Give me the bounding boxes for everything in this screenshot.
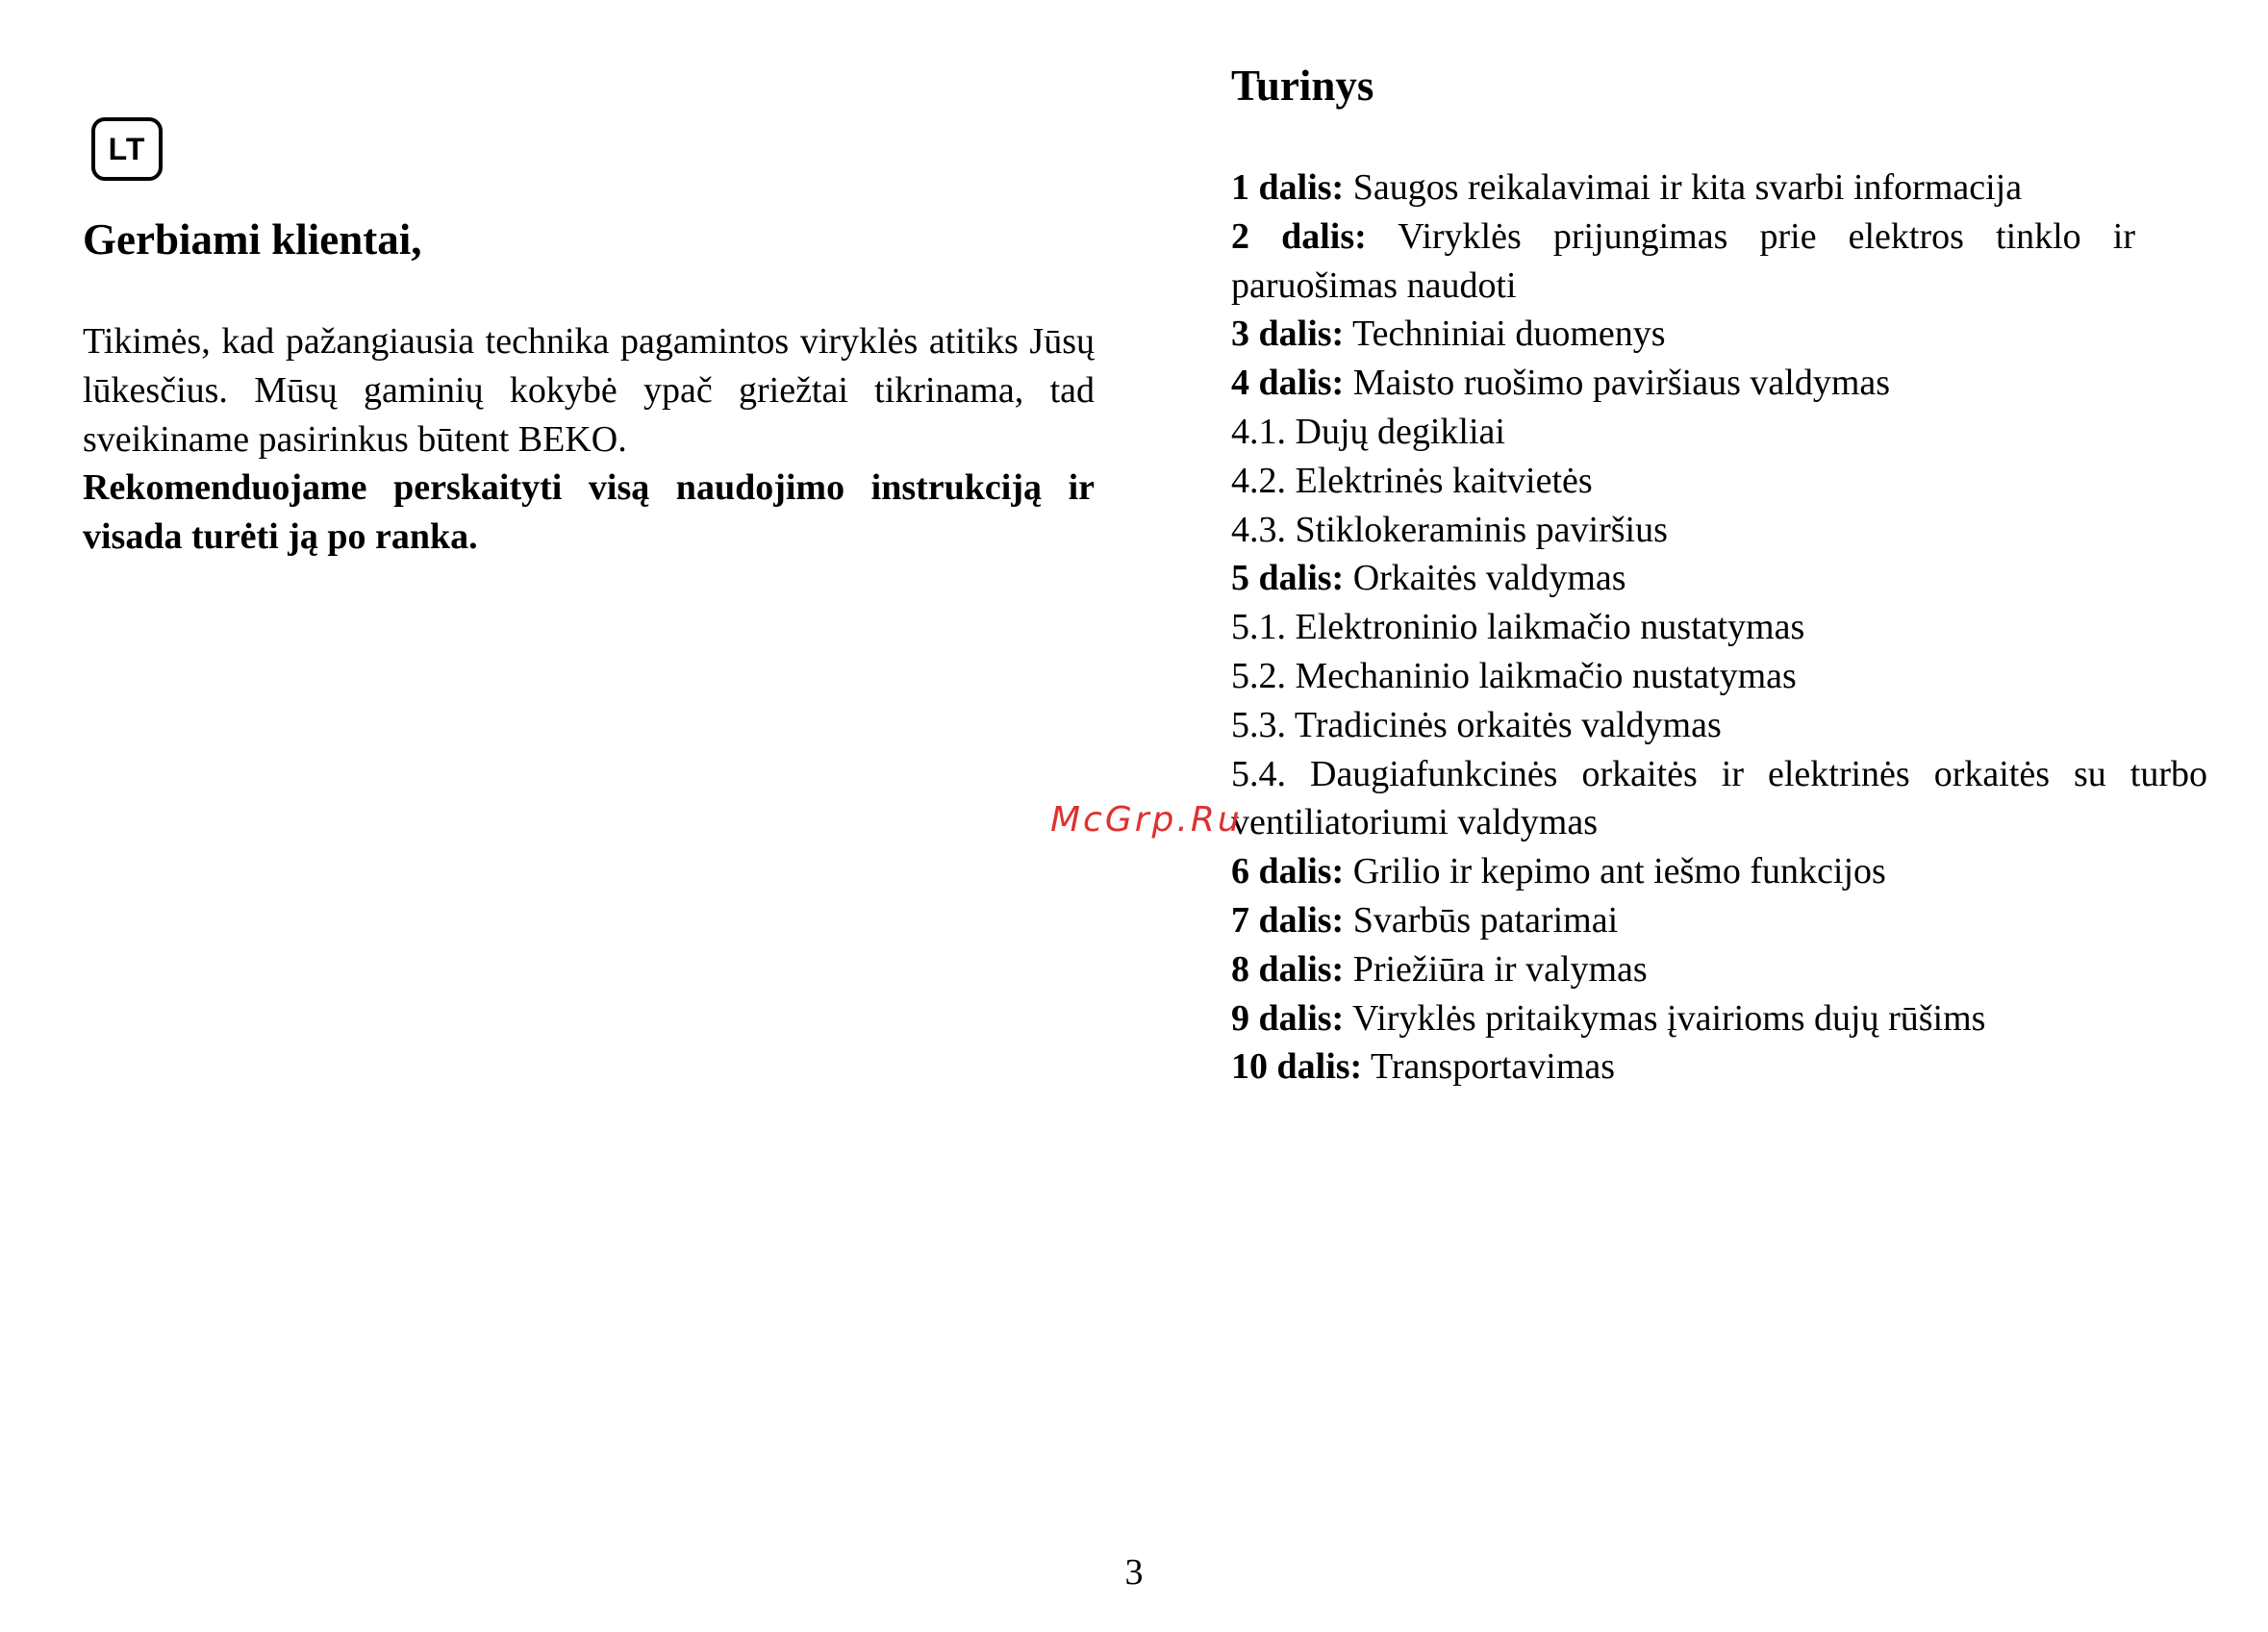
toc-item-text: 5.1. Elektroninio laikmačio nustatymas — [1231, 607, 1805, 648]
greeting-heading: Gerbiami klientai, — [83, 215, 422, 264]
toc-title: Turinys — [1231, 62, 1374, 110]
toc-item — [1231, 213, 2135, 311]
table-of-contents — [1231, 163, 2207, 1092]
language-badge — [91, 117, 163, 181]
toc-item-text: 5.3. Tradicinės orkaitės valdymas — [1231, 704, 1722, 745]
toc-subitem — [1231, 701, 2207, 750]
toc-item-label: 10 dalis: — [1231, 1046, 1363, 1088]
toc-item-text: Grilio ir kepimo ant iešmo funkcijos — [1344, 851, 1886, 892]
toc-subitem — [1231, 750, 2207, 848]
recommendation-paragraph: Rekomenduojame perskaityti visą naudojimo instrukciją ir visada turėti ją po ranka. — [83, 467, 1095, 557]
toc-item-label: 2 dalis: — [1231, 215, 1367, 257]
toc-subitem — [1231, 506, 2207, 555]
toc-item — [1231, 994, 2135, 1043]
toc-subitem — [1231, 408, 2207, 457]
toc-item — [1231, 1042, 2207, 1092]
toc-item-text: Techniniai duomenys — [1352, 314, 1666, 355]
site-watermark: McGrp.Ru — [1050, 800, 1243, 840]
toc-item — [1231, 163, 2135, 213]
toc-item-text: 5.2. Mechaninio laikmačio nustatymas — [1231, 655, 1797, 696]
toc-subitem — [1231, 652, 2207, 701]
toc-item-text: 4.3. Stiklokeraminis paviršius — [1231, 509, 1668, 550]
toc-item-label: 4 dalis: — [1231, 363, 1345, 404]
toc-item-label: 1 dalis: — [1231, 167, 1345, 208]
page-number: 3 — [1124, 1552, 1144, 1593]
toc-item-label: 6 dalis: — [1231, 851, 1345, 892]
toc-item-text: 5.4. Daugiafunkcinės orkaitės ir elektrinės orkaitės su turbo ventiliatoriumi valdymas — [1231, 753, 2207, 843]
toc-item — [1231, 554, 2207, 603]
toc-item-label: 8 dalis: — [1231, 948, 1345, 990]
toc-item-text: Transportavimas — [1371, 1046, 1616, 1088]
toc-item — [1231, 359, 2207, 408]
toc-item-text: Maisto ruošimo paviršiaus valdymas — [1352, 363, 1891, 404]
intro-paragraph: Tikimės, kad pažangiausia technika pagamintos viryklės atitiks Jūsų lūkesčius. Mūsų gaminių kokybė ypač griežtai tikrinama, tad sveikiname pasirinkus būtent BEKO. — [83, 321, 1095, 460]
toc-item-text: 4.1. Dujų degikliai — [1231, 411, 1505, 452]
toc-item-text: Orkaitės valdymas — [1352, 558, 1626, 599]
toc-item-text: Svarbūs patarimai — [1352, 899, 1619, 941]
toc-subitem — [1231, 603, 2207, 652]
toc-item-label: 7 dalis: — [1231, 899, 1345, 941]
toc-item — [1231, 847, 2207, 896]
toc-item-label: 9 dalis: — [1231, 997, 1345, 1039]
toc-item-text: 4.2. Elektrinės kaitvietės — [1231, 460, 1593, 501]
toc-item — [1231, 945, 2207, 994]
toc-item-text: Priežiūra ir valymas — [1352, 948, 1648, 990]
toc-item-text: Saugos reikalavimai ir kita svarbi informacija — [1352, 167, 2023, 208]
toc-item-text: Viryklės pritaikymas įvairioms dujų rūšims — [1352, 997, 1986, 1039]
toc-item-text: Viryklės prijungimas prie elektros tinklo ir paruošimas naudoti — [1231, 215, 2135, 306]
toc-subitem — [1231, 457, 2207, 506]
toc-item-label: 3 dalis: — [1231, 314, 1345, 355]
toc-item — [1231, 896, 2207, 945]
toc-item-label: 5 dalis: — [1231, 558, 1345, 599]
toc-item — [1231, 310, 2207, 359]
language-badge-label: LT — [108, 131, 146, 166]
